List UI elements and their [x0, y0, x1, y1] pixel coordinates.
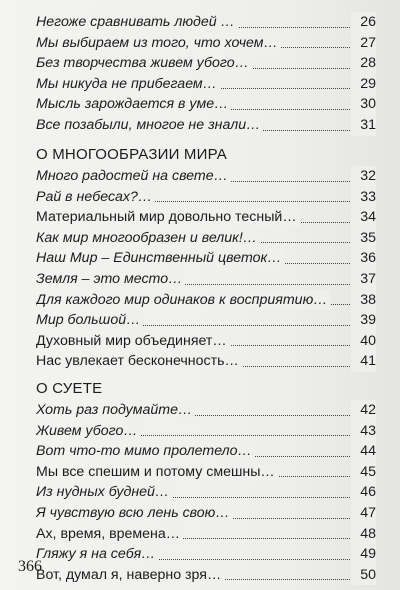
toc-entry-title: Все позабыли, многое не знали…	[36, 115, 263, 136]
toc-entry-title: Гляжу я на себя…	[36, 544, 158, 565]
toc-entry-page: 30	[351, 94, 376, 115]
toc-entry-title: Из нудных будней…	[36, 482, 172, 503]
toc-entry-title: Мир большой…	[36, 310, 143, 331]
toc-entry	[36, 544, 376, 565]
toc-entry	[36, 331, 376, 352]
toc-entry	[36, 269, 376, 290]
toc-entry-page: 49	[351, 544, 376, 565]
toc-entry-page: 35	[351, 228, 376, 249]
toc-entry-page: 33	[351, 187, 376, 208]
toc-section-continued	[36, 12, 376, 136]
toc-entry-page: 31	[351, 115, 376, 136]
toc-entry-page: 42	[351, 400, 376, 421]
toc-entry-title: Материальный мир довольно тесный…	[36, 207, 300, 228]
toc-entry-title: Духовный мир объединяет…	[36, 331, 230, 352]
toc-entry	[36, 207, 376, 228]
toc-entry-title: Мы никуда не прибегаем…	[36, 74, 220, 95]
toc-entry-title: Нас увлекает бесконечность…	[36, 351, 242, 372]
toc-entry-title: Как мир многообразен и велик!…	[36, 228, 260, 249]
toc-entry-title: Ах, время, времена…	[36, 524, 183, 545]
toc-entry-page: 28	[351, 53, 376, 74]
toc-entry-page: 41	[351, 351, 376, 372]
toc-section-vanity	[36, 379, 376, 585]
section-heading: О МНОГООБРАЗИИ МИРА	[36, 146, 227, 163]
toc-entry-title: Хоть раз подумайте…	[36, 400, 195, 421]
toc-entry-page: 36	[351, 248, 376, 269]
toc-entry	[36, 310, 376, 331]
toc-entry-title: Негоже сравнивать людей …	[36, 12, 238, 33]
page-number: 366	[18, 558, 42, 575]
toc-entry-title: Наш Мир – Единственный цветок…	[36, 248, 284, 269]
toc-entry	[36, 115, 376, 136]
toc-entry	[36, 503, 376, 524]
toc-entry-title: Для каждого мир одинаков к восприятию…	[36, 290, 330, 311]
toc-entry	[36, 290, 376, 311]
toc-entry	[36, 33, 376, 54]
toc-entry	[36, 248, 376, 269]
toc-entry	[36, 187, 376, 208]
toc-entry	[36, 421, 376, 442]
toc-entry	[36, 228, 376, 249]
toc-entry-page: 32	[351, 166, 376, 187]
toc-entry-title: Я чувствую всю лень свою…	[36, 503, 233, 524]
toc-entry	[36, 166, 376, 187]
toc-entry-title: Мы выбираем из того, что хочем…	[36, 33, 281, 54]
toc-entry-title: Без творчества живем убого…	[36, 53, 252, 74]
toc-entry-page: 38	[351, 290, 376, 311]
toc-entry-page: 26	[351, 12, 376, 33]
toc-entry-title: Рай в небесах?…	[36, 187, 155, 208]
toc-entry	[36, 53, 376, 74]
toc-entry	[36, 400, 376, 421]
section-heading: О СУЕТЕ	[36, 380, 103, 397]
toc-entry-page: 34	[351, 207, 376, 228]
toc-entry-page: 47	[351, 503, 376, 524]
toc-entry-title: Живем убого…	[36, 421, 141, 442]
toc-entry-page: 48	[351, 524, 376, 545]
toc-entry-title: Мысль зарождается в уме…	[36, 94, 231, 115]
toc-entry	[36, 74, 376, 95]
toc-entry-page: 37	[351, 269, 376, 290]
toc-entry-title: Земля – это место…	[36, 269, 185, 290]
toc-entry	[36, 482, 376, 503]
toc-entry-page: 43	[351, 421, 376, 442]
toc-entry-page: 50	[351, 565, 376, 586]
toc-entry-page: 44	[351, 441, 376, 462]
toc-entry-page: 46	[351, 482, 376, 503]
toc-entry-page: 40	[351, 331, 376, 352]
toc-entry-page: 27	[351, 33, 376, 54]
toc-entry-page: 39	[351, 310, 376, 331]
toc-entry	[36, 94, 376, 115]
toc-section-diversity-of-world	[36, 145, 376, 372]
toc-entry-title: Вот что-то мимо пролетело…	[36, 441, 255, 462]
toc-entry	[36, 441, 376, 462]
toc-entry-title: Много радостей на свете…	[36, 166, 231, 187]
toc-entry	[36, 351, 376, 372]
toc-entry	[36, 524, 376, 545]
toc-entry	[36, 565, 376, 586]
toc-entry-title: Мы все спешим и потому смешны…	[36, 462, 278, 483]
toc-entry-page: 45	[351, 462, 376, 483]
toc-entry	[36, 12, 376, 33]
toc-entry-page: 29	[351, 74, 376, 95]
toc-entry-title: Вот, думал я, наверно зря…	[36, 565, 224, 586]
toc-entry	[36, 462, 376, 483]
